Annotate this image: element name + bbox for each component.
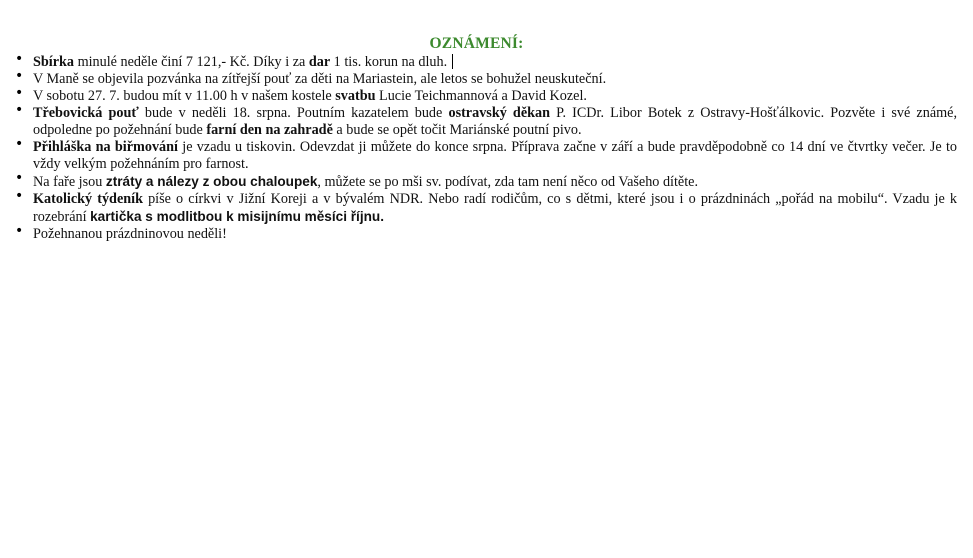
item-highlight-ztraty-a-nalezy-z-obou-chaloup: ztráty a nálezy z obou chaloupek [105,174,318,189]
announcement-item [33,71,957,88]
item-text: píše o církvi v Jižní Koreji a v bývalém NDR. Nebo radí rodičům, co s dětmi, které jsou i o prázdninách „pořád na mobilu“. Vzadu je k rozebrání [33,191,957,225]
item-highlight-dar: dar [308,54,331,70]
announcement-item [33,88,957,105]
item-text: P. ICDr. Libor Botek z Ostravy-Hošťálkovic. Pozvěte i své známé, odpoledne po požehnání bude [33,105,957,138]
item-text: Požehnanou prázdninovou neděli! [33,226,227,242]
item-highlight-katolicky-tydenik: Katolický týdeník [33,191,143,207]
item-highlight-sbirka: Sbírka [33,54,75,70]
item-text: minulé neděle činí 7 121,- Kč. Díky i za [74,54,309,70]
announcement-item [33,191,957,226]
announcement-item [33,54,957,71]
item-highlight-ostravsky-dekan: ostravský děkan [448,105,550,121]
item-text: Lucie Teichmannová a David Kozel. [375,88,587,104]
item-text: bude v neděli 18. srpna. Poutním kazatelem bude [138,105,449,121]
item-text: V Maně se objevila pozvánka na zítřejší pouť za děti na Mariastein, ale letos se bohužel neuskuteční. [33,71,607,87]
text-cursor [452,54,453,69]
announcement-item [33,139,957,173]
item-highlight-farni-den-na-zahrade: farní den na zahradě [206,122,333,138]
item-text: a bude se opět točit Mariánské poutní pivo. [332,122,582,138]
announcement-item [33,105,957,139]
announcement-item [33,173,957,191]
announcement-title: OZNÁMENÍ: [429,35,524,52]
announcement-list [33,54,957,243]
item-text: V sobotu 27. 7. budou mít v 11.00 h v našem kostele [33,88,336,104]
item-highlight-karticka-s-modlitbou-k-misijni: kartička s modlitbou k misijnímu měsíci říjnu. [90,209,384,224]
item-text: Na faře jsou [33,174,106,190]
item-text: je vzadu u tiskovin. Odevzdat ji můžete do konce srpna. Příprava začne v září a bude pravděpodobně co 14 dní ve čtvrtky večer. Je to vždy velkým požehnáním pro farnost. [33,139,958,172]
item-text: , můžete se po mši sv. podívat, zda tam není něco od Vašeho dítěte. [317,174,699,190]
item-highlight-trebovicka-pout: Třebovická pouť [33,105,139,121]
item-highlight-svatbu: svatbu [335,88,376,104]
item-highlight-prihlaska-na-birmovani: Přihláška na biřmování [33,139,178,155]
announcement-item [33,226,957,243]
item-text: 1 tis. korun na dluh. [330,54,448,70]
